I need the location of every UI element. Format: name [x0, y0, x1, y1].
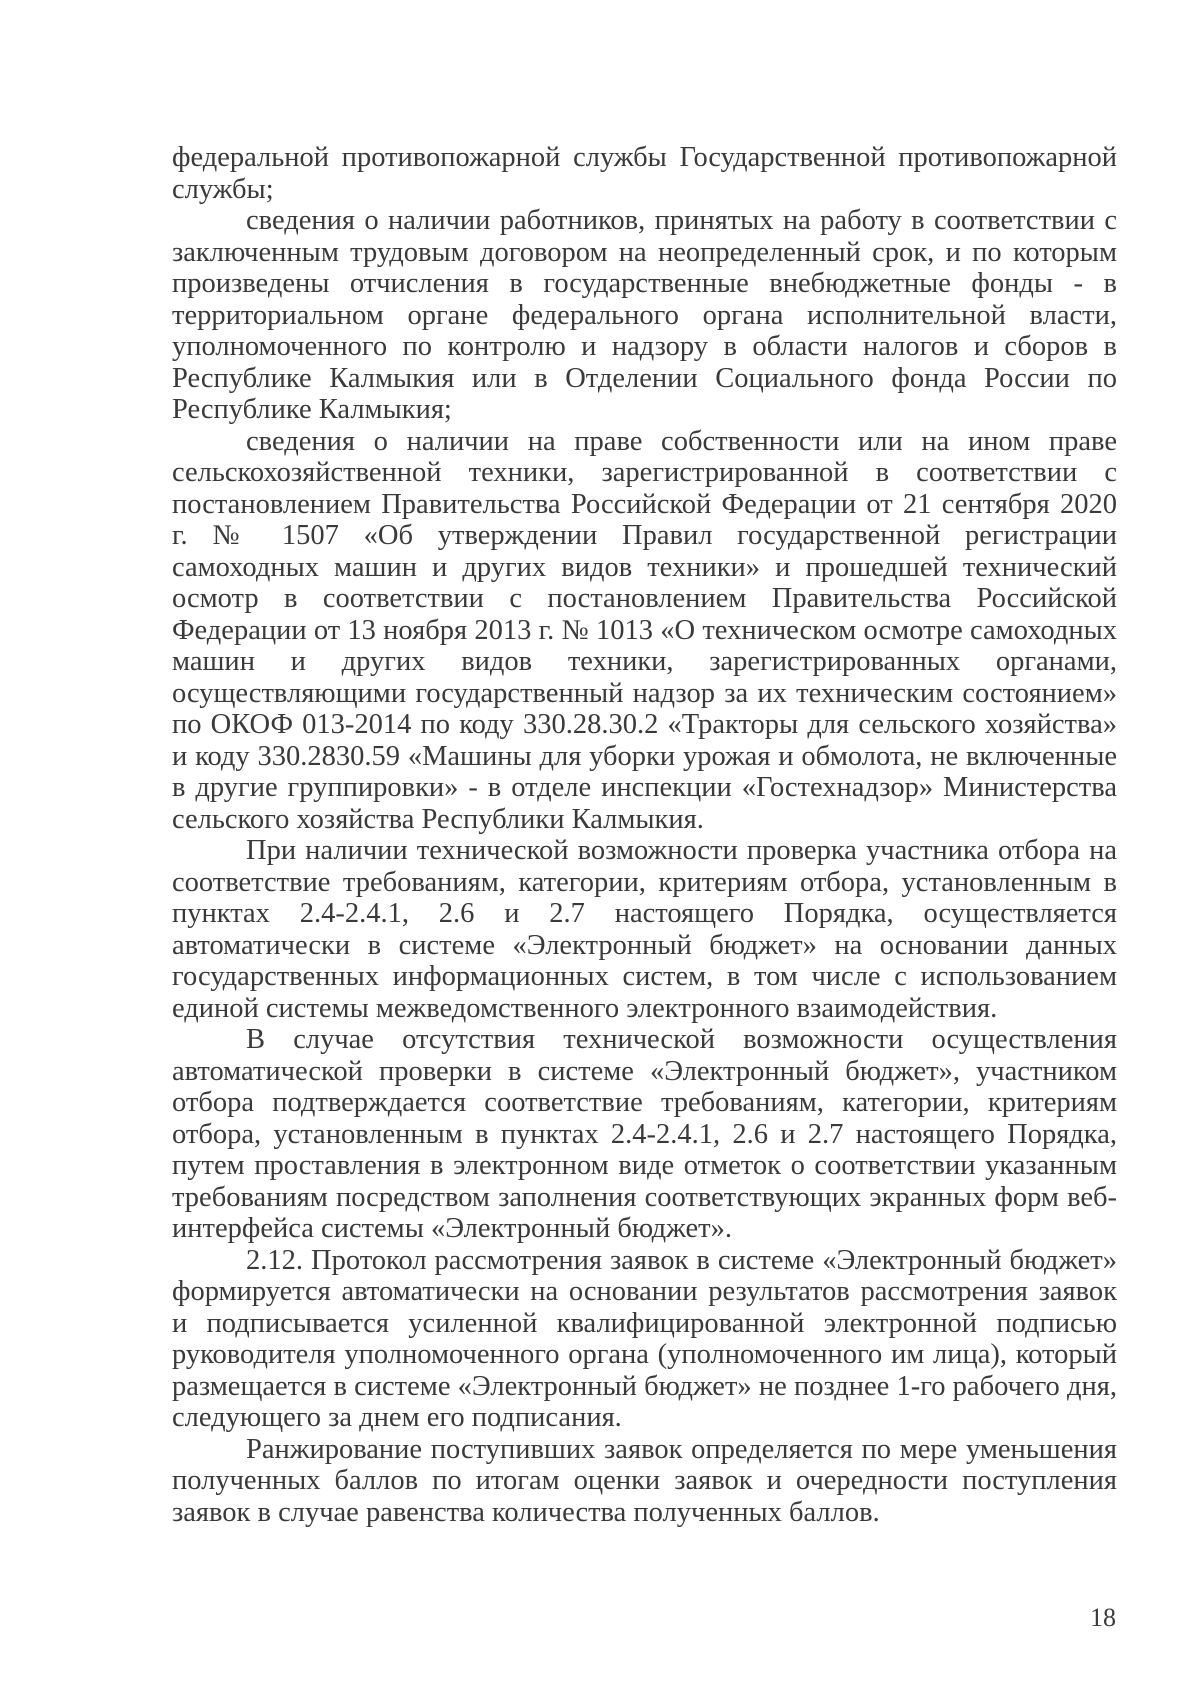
paragraph-continuation: федеральной противопожарной службы Государственной противопожарной службы; [172, 142, 1117, 205]
page-number: 18 [1090, 1603, 1116, 1632]
paragraph-protocol: 2.12. Протокол рассмотрения заявок в системе «Электронный бюджет» формируется автоматически на основании результатов рассмотрения заявок и подписывается усиленной квалифицированной электронной подписью руководителя уполномоченного органа (уполномоченного им лица), который размещается в системе «Электронный бюджет» не позднее 1-го рабочего дня, следующего за днем его подписания. [172, 1244, 1117, 1433]
document-body [172, 142, 1117, 1528]
paragraph-machinery-info: сведения о наличии на праве собственности или на ином праве сельскохозяйственной техники, зарегистрированной в соответствии с постановлением Правительства Российской Федерации от 21 сентября 2020 г. № 1507 «Об утверждении Правил государственной регистрации самоходных машин и других видов техники» и прошедшей технический осмотр в соответствии с постановлением Правительства Российской Федерации от 13 ноября 2013 г. № 1013 «О техническом осмотре самоходных машин и других видов техники, зарегистрированных органами, осуществляющими государственный надзор за их техническим состоянием» по ОКОФ 013-2014 по коду 330.28.30.2 «Тракторы для сельского хозяйства» и коду 330.2830.59 «Машины для уборки урожая и обмолота, не включенные в другие группировки» - в отделе инспекции «Гостехнадзор» Министерства сельского хозяйства Республики Калмыкия. [172, 425, 1117, 835]
paragraph-automatic-check: При наличии технической возможности проверка участника отбора на соответствие требованиям, категории, критериям отбора, установленным в пунктах 2.4-2.4.1, 2.6 и 2.7 настоящего Порядка, осуществляется автоматически в системе «Электронный бюджет» на основании данных государственных информационных систем, в том числе с использованием единой системы межведомственного электронного взаимодействия. [172, 835, 1117, 1024]
paragraph-manual-check: В случае отсутствия технической возможности осуществления автоматической проверки в системе «Электронный бюджет», участником отбора подтверждается соответствие требованиям, категории, критериям отбора, установленным в пунктах 2.4-2.4.1, 2.6 и 2.7 настоящего Порядка, путем проставления в электронном виде отметок о соответствии указанным требованиям посредством заполнения соответствующих экранных форм веб-интерфейса системы «Электронный бюджет». [172, 1024, 1117, 1244]
paragraph-employees-info: сведения о наличии работников, принятых на работу в соответствии с заключенным трудовым договором на неопределенный срок, и по которым произведены отчисления в государственные внебюджетные фонды - в территориальном органе федерального органа исполнительной власти, уполномоченного по контролю и надзору в области налогов и сборов в Республике Калмыкия или в Отделении Социального фонда России по Республике Калмыкия; [172, 205, 1117, 425]
paragraph-ranking: Ранжирование поступивших заявок определяется по мере уменьшения полученных баллов по итогам оценки заявок и очередности поступления заявок в случае равенства количества полученных баллов. [172, 1433, 1117, 1528]
